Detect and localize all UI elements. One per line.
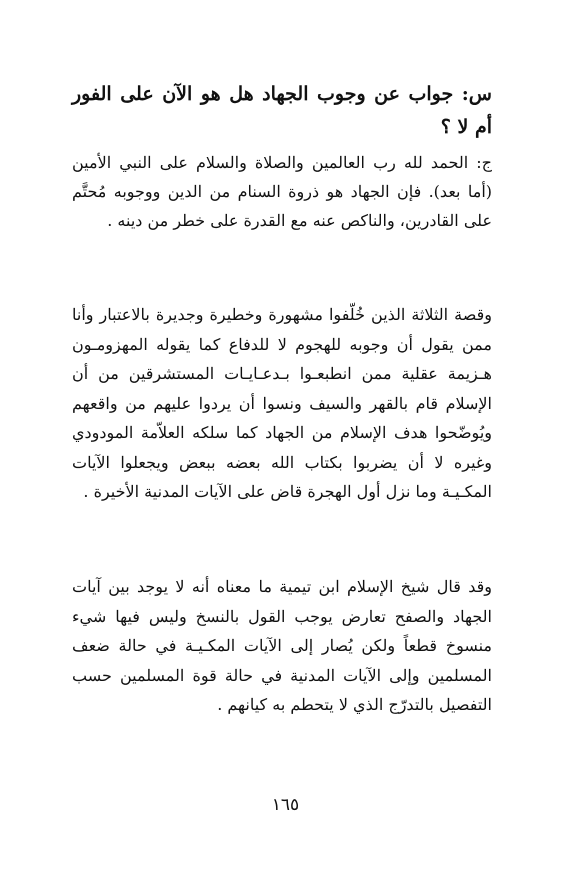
body-paragraph-2: وقصة الثلاثة الذين خُلّفوا مشهورة وخطيرة وجديرة بالاعتبار وأنا ممن يقول أن وجوبه للهجوم لا للدفاع كما يقوله المهزومـون هـزيمة عقلية ممن انطبعـوا بـدعـايـات المستشرقين من أن الإسلام قام بالقهر والسيف ونسوا أن يردوا عليهم من واقعهم ويُوضّحوا هدف الإسلام من الجهاد كما سلكه العلاّمة المودودي وغيره لا أن يضربوا بكتاب الله بعضه ببعض ويجعلوا الآيات المكـيـة وما نزل أول الهجرة قاض على الآيات المدنية الأخيرة .: [72, 305, 492, 501]
page-number: ١٦٥: [271, 795, 300, 815]
body-paragraph-3: وقد قال شيخ الإسلام ابن تيمية ما معناه أنه لا يوجد بين آيات الجهاد والصفح تعارض يوجب القول بالنسخ وليس فيها شيء منسوخ قطعاً ولكن يُصار إلى الآيات المكـيـة في حالة ضعف المسلمين وإلى الآيات المدنية في حالة قوة المسلمين حسب التفصيل بالتدرّج الذي لا يتحطم به كيانهم .: [72, 577, 492, 714]
answer-paragraph: ج: الحمد لله رب العالمين والصلاة والسلام على النبي الأمين (أما بعد). فإن الجهاد هو ذروة السنام من الدين ووجوبه مُحتَّم على القادرين، والناكص عنه مع القدرة على خطر من دينه .: [72, 153, 492, 230]
question-heading: س: جواب عن وجوب الجهاد هل هو الآن على الفور أم لا ؟: [72, 83, 492, 138]
